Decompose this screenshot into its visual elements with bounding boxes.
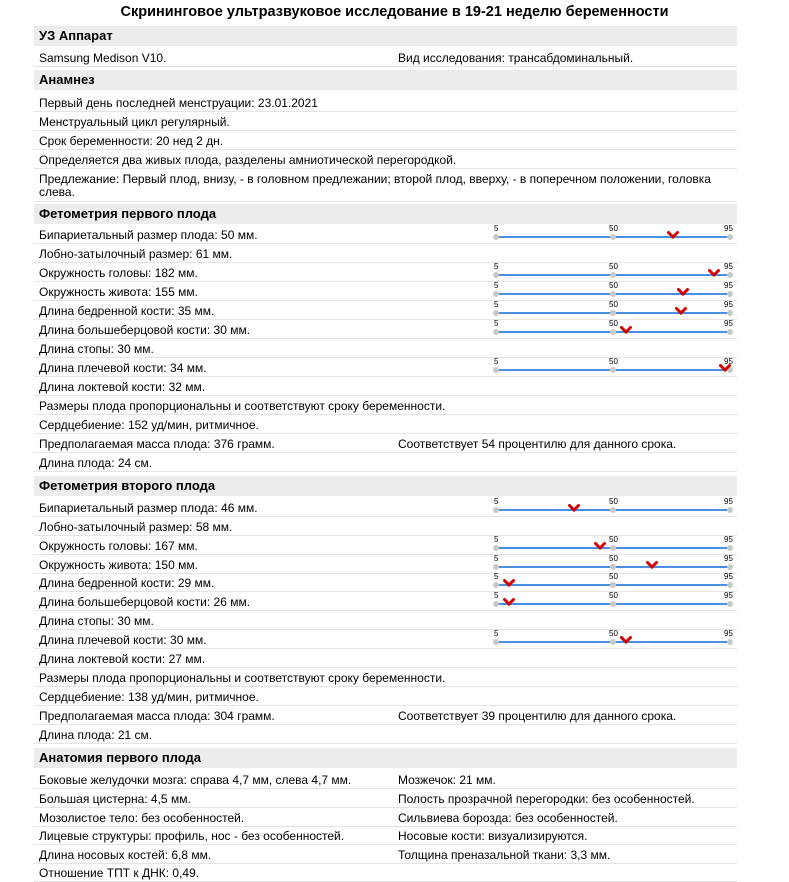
measurement-label: Длина бедренной кости: 35 мм. — [39, 304, 215, 318]
scale-dot — [727, 291, 733, 297]
scale-tick-label: 95 — [724, 535, 733, 544]
scale-dot — [610, 545, 616, 551]
scale-dot — [610, 310, 616, 316]
scale-tick-label: 95 — [724, 497, 733, 506]
scale-dot — [727, 639, 733, 645]
scale-tick-label: 50 — [609, 497, 618, 506]
percentile-marker-icon — [594, 541, 606, 551]
scale-dot — [493, 310, 499, 316]
anatomy-left: Длина носовых костей: 6,8 мм. — [39, 848, 212, 862]
section-fetometry-second: Фетометрия второго плода — [34, 476, 737, 496]
scale-tick-label: 50 — [609, 535, 618, 544]
report-title: Скрининговое ультразвуковое исследование в 19-21 неделю беременности — [120, 4, 669, 20]
apparatus-model: Samsung Medison V10. — [39, 51, 167, 65]
scale-dot — [493, 507, 499, 513]
section-anamnesis: Анамнез — [34, 70, 737, 90]
fetus1-info-row — [34, 397, 737, 415]
percentile-marker-icon — [719, 363, 731, 373]
scale-dot — [610, 507, 616, 513]
fetus2-measurement-row — [34, 574, 737, 592]
scale-tick-label: 5 — [494, 554, 499, 563]
percentile-marker-icon — [646, 560, 658, 570]
percentile-scale — [492, 319, 734, 338]
anatomy-right: Толщина преназальной ткани: 3,3 мм. — [398, 848, 611, 862]
measurement-label: Лобно-затылочный размер: 61 мм. — [39, 247, 233, 261]
scale-tick-label: 50 — [609, 357, 618, 366]
fetuses-count: Определяется два живых плода, разделены амниотической перегородкой. — [39, 153, 457, 167]
scale-dot — [727, 234, 733, 240]
anatomy-row — [34, 846, 737, 864]
proportional-note: Размеры плода пропорциональны и соответствуют сроку беременности. — [39, 671, 446, 685]
percentile-marker-icon — [503, 597, 515, 607]
section-apparatus: УЗ Аппарат — [34, 26, 737, 46]
anatomy-row — [34, 827, 737, 845]
fetus2-measurement-row — [34, 650, 737, 668]
scale-tick-label: 5 — [494, 224, 499, 233]
measurement-label: Бипариетальный размер плода: 50 мм. — [39, 228, 258, 242]
percentile-scale — [492, 497, 734, 516]
scale-tick-label: 50 — [609, 224, 618, 233]
scale-tick-label: 50 — [609, 591, 618, 600]
anatomy-left: Отношение ТПТ к ДНК: 0,49. — [39, 866, 200, 880]
fetus1-info-row — [34, 454, 737, 472]
scale-tick-label: 50 — [609, 629, 618, 638]
cycle-info: Менструальный цикл регулярный. — [39, 115, 230, 129]
measurement-label: Длина стопы: 30 мм. — [39, 614, 154, 628]
heartbeat: Сердцебиение: 152 уд/мин, ритмичное. — [39, 418, 259, 432]
fetus2-info-row — [34, 688, 737, 706]
measurement-label: Окружность головы: 167 мм. — [39, 539, 198, 553]
scale-tick-label: 50 — [609, 300, 618, 309]
percentile-scale — [492, 629, 734, 648]
fetus2-measurement-row — [34, 537, 737, 555]
anatomy-right: Мозжечок: 21 мм. — [398, 773, 496, 787]
scale-tick-label: 95 — [724, 591, 733, 600]
fetus1-measurement-row — [34, 321, 737, 339]
scale-dot — [493, 367, 499, 373]
anatomy-left: Лицевые структуры: профиль, нос - без особенностей. — [39, 829, 345, 843]
scale-tick-label: 95 — [724, 281, 733, 290]
scale-dot — [493, 545, 499, 551]
anatomy-right: Полость прозрачной перегородки: без особенностей. — [398, 792, 695, 806]
percentile-scale — [492, 357, 734, 376]
measurement-label: Длина большеберцовой кости: 30 мм. — [39, 323, 251, 337]
measurement-label: Длина бедренной кости: 29 мм. — [39, 576, 215, 590]
anamnesis-row — [34, 113, 737, 131]
fetus2-measurement-row — [34, 612, 737, 630]
percentile-scale — [492, 535, 734, 554]
heartbeat: Сердцебиение: 138 уд/мин, ритмичное. — [39, 690, 259, 704]
apparatus-row — [34, 49, 737, 67]
anamnesis-row — [34, 132, 737, 150]
scale-dot — [493, 329, 499, 335]
scale-tick-label: 5 — [494, 300, 499, 309]
section-anatomy-first: Анатомия первого плода — [34, 748, 737, 768]
percentile-marker-icon — [620, 325, 632, 335]
scale-tick-label: 5 — [494, 497, 499, 506]
scale-tick-label: 95 — [724, 262, 733, 271]
anatomy-row — [34, 790, 737, 808]
fetus1-measurement-row — [34, 359, 737, 377]
scale-tick-label: 95 — [724, 300, 733, 309]
scale-tick-label: 95 — [724, 357, 733, 366]
scale-tick-label: 50 — [609, 572, 618, 581]
scale-tick-label: 95 — [724, 319, 733, 328]
scale-tick-label: 50 — [609, 319, 618, 328]
scale-dot — [493, 272, 499, 278]
measurement-label: Окружность живота: 155 мм. — [39, 285, 198, 299]
scale-tick-label: 5 — [494, 629, 499, 638]
measurement-label: Длина локтевой кости: 27 мм. — [39, 652, 206, 666]
fetus1-measurement-row — [34, 340, 737, 358]
scale-tick-label: 50 — [609, 262, 618, 271]
estimated-weight: Предполагаемая масса плода: 304 грамм. — [39, 709, 275, 723]
percentile-marker-icon — [708, 268, 720, 278]
scale-dot — [727, 564, 733, 570]
measurement-label: Бипариетальный размер плода: 46 мм. — [39, 501, 258, 515]
scale-dot — [727, 545, 733, 551]
measurement-label: Лобно-затылочный размер: 58 мм. — [39, 520, 233, 534]
weight-percentile-note: Соответствует 39 процентилю для данного срока. — [398, 709, 677, 723]
fetus2-info-row — [34, 707, 737, 725]
scale-dot — [727, 507, 733, 513]
anatomy-row — [34, 771, 737, 789]
anatomy-left: Большая цистерна: 4,5 мм. — [39, 792, 191, 806]
scale-dot — [493, 601, 499, 607]
scale-tick-label: 95 — [724, 224, 733, 233]
scale-dot — [610, 639, 616, 645]
scale-dot — [610, 582, 616, 588]
anatomy-right: Сильвиева борозда: без особенностей. — [398, 811, 618, 825]
proportional-note: Размеры плода пропорциональны и соответствуют сроку беременности. — [39, 399, 446, 413]
measurement-label: Окружность живота: 150 мм. — [39, 558, 198, 572]
exam-type: Вид исследования: трансабдоминальный. — [398, 51, 634, 65]
scale-dot — [727, 272, 733, 278]
scale-dot — [727, 601, 733, 607]
measurement-label: Длина локтевой кости: 32 мм. — [39, 380, 206, 394]
scale-tick-label: 5 — [494, 572, 499, 581]
percentile-scale — [492, 281, 734, 300]
fetus2-info-row — [34, 726, 737, 744]
fetus2-measurement-row — [34, 499, 737, 517]
measurement-label: Длина плечевой кости: 30 мм. — [39, 633, 207, 647]
fetus1-measurement-row — [34, 264, 737, 282]
anatomy-row — [34, 864, 737, 882]
scale-dot — [610, 601, 616, 607]
fetus-length: Длина плода: 21 см. — [39, 728, 153, 742]
scale-tick-label: 5 — [494, 357, 499, 366]
percentile-scale — [492, 572, 734, 591]
scale-tick-label: 95 — [724, 554, 733, 563]
scale-dot — [493, 582, 499, 588]
fetus2-measurement-row — [34, 518, 737, 536]
percentile-marker-icon — [675, 306, 687, 316]
fetus1-measurement-row — [34, 378, 737, 396]
anatomy-left: Боковые желудочки мозга: справа 4,7 мм, слева 4,7 мм. — [39, 773, 352, 787]
scale-dot — [610, 291, 616, 297]
percentile-scale — [492, 554, 734, 573]
scale-dot — [493, 291, 499, 297]
percentile-marker-icon — [620, 635, 632, 645]
scale-tick-label: 5 — [494, 319, 499, 328]
fetus2-measurement-row — [34, 593, 737, 611]
scale-tick-label: 5 — [494, 262, 499, 271]
lmp-date: Первый день последней менструации: 23.01.2021 — [39, 96, 318, 110]
anamnesis-row — [34, 170, 737, 202]
fetus1-measurement-row — [34, 245, 737, 263]
fetus2-measurement-row — [34, 556, 737, 574]
scale-dot — [610, 329, 616, 335]
fetus1-measurement-row — [34, 283, 737, 301]
fetus1-measurement-row — [34, 226, 737, 244]
weight-percentile-note: Соответствует 54 процентилю для данного срока. — [398, 437, 677, 451]
anatomy-right: Носовые кости: визуализируются. — [398, 829, 588, 843]
scale-dot — [727, 329, 733, 335]
scale-dot — [727, 310, 733, 316]
percentile-scale — [492, 224, 734, 243]
scale-dot — [610, 234, 616, 240]
anamnesis-row — [34, 94, 737, 112]
scale-tick-label: 50 — [609, 554, 618, 563]
percentile-marker-icon — [667, 230, 679, 240]
percentile-marker-icon — [503, 578, 515, 588]
measurement-label: Длина плечевой кости: 34 мм. — [39, 361, 207, 375]
scale-tick-label: 50 — [609, 281, 618, 290]
measurement-label: Длина стопы: 30 мм. — [39, 342, 154, 356]
percentile-marker-icon — [677, 287, 689, 297]
percentile-marker-icon — [568, 503, 580, 513]
scale-tick-label: 5 — [494, 281, 499, 290]
scale-tick-label: 5 — [494, 591, 499, 600]
scale-dot — [610, 272, 616, 278]
fetus1-info-row — [34, 416, 737, 434]
scale-dot — [727, 582, 733, 588]
percentile-scale — [492, 300, 734, 319]
anatomy-row — [34, 809, 737, 827]
measurement-label: Окружность головы: 182 мм. — [39, 266, 198, 280]
percentile-scale — [492, 591, 734, 610]
scale-tick-label: 5 — [494, 535, 499, 544]
scale-dot — [493, 234, 499, 240]
fetus1-info-row — [34, 435, 737, 453]
anatomy-left: Мозолистое тело: без особенностей. — [39, 811, 245, 825]
anamnesis-row — [34, 151, 737, 169]
scale-dot — [493, 639, 499, 645]
percentile-scale — [492, 262, 734, 281]
fetus-length: Длина плода: 24 см. — [39, 456, 153, 470]
estimated-weight: Предполагаемая масса плода: 376 грамм. — [39, 437, 275, 451]
scale-tick-label: 95 — [724, 629, 733, 638]
fetus1-measurement-row — [34, 302, 737, 320]
section-fetometry-first: Фетометрия первого плода — [34, 204, 737, 224]
scale-dot — [610, 367, 616, 373]
scale-dot — [610, 564, 616, 570]
gestational-age: Срок беременности: 20 нед 2 дн. — [39, 134, 224, 148]
measurement-label: Длина большеберцовой кости: 26 мм. — [39, 595, 251, 609]
fetus2-info-row — [34, 669, 737, 687]
fetus2-measurement-row — [34, 631, 737, 649]
scale-dot — [493, 564, 499, 570]
scale-tick-label: 95 — [724, 572, 733, 581]
presentation: Предлежание: Первый плод, внизу, - в головном предлежании; второй плод, вверху, - в поперечном положении, головка слева. — [39, 172, 711, 199]
